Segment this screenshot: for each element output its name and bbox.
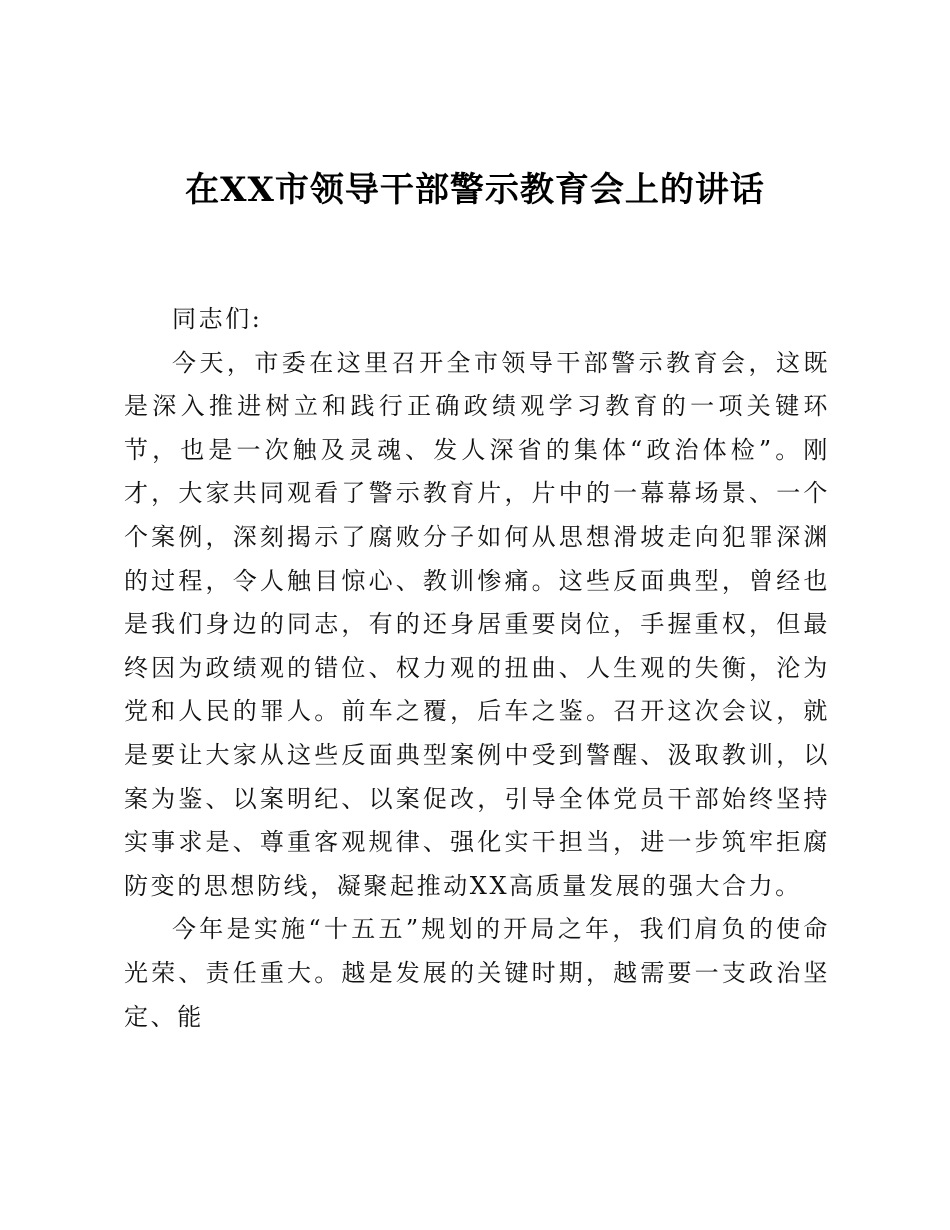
document-title: 在XX市领导干部警示教育会上的讲话 [185, 170, 765, 210]
paragraph-1: 今天，市委在这里召开全市领导干部警示教育会，这既是深入推进树立和践行正确政绩观学习教育的一项关键环节，也是一次触及灵魂、发人深省的集体“政治体检”。刚才，大家共同观看了警示教育片，片中的一幕幕场景、一个个案例，深刻揭示了腐败分子如何从思想滑坡走向犯罪深渊的过程，令人触目惊心、教训惨痛。这些反面典型，曾经也是我们身边的同志，有的还身居重要岗位，手握重权，但最终因为政绩观的错位、权力观的扭曲、人生观的失衡，沦为党和人民的罪人。前车之覆，后车之鉴。召开这次会议，就是要让大家从这些反面典型案例中受到警醒、汲取教训，以案为鉴、以案明纪、以案促改，引导全体党员干部始终坚持实事求是、尊重客观规律、强化实干担当，进一步筑牢拒腐防变的思想防线，凝聚起推动XX高质量发展的强大合力。 [124, 348, 830, 900]
document-body [124, 298, 830, 1039]
paragraph-2: 今年是实施“十五五”规划的开局之年，我们肩负的使命光荣、责任重大。越是发展的关键时期，越需要一支政治坚定、能 [124, 915, 830, 1031]
salutation: 同志们: [172, 305, 263, 333]
